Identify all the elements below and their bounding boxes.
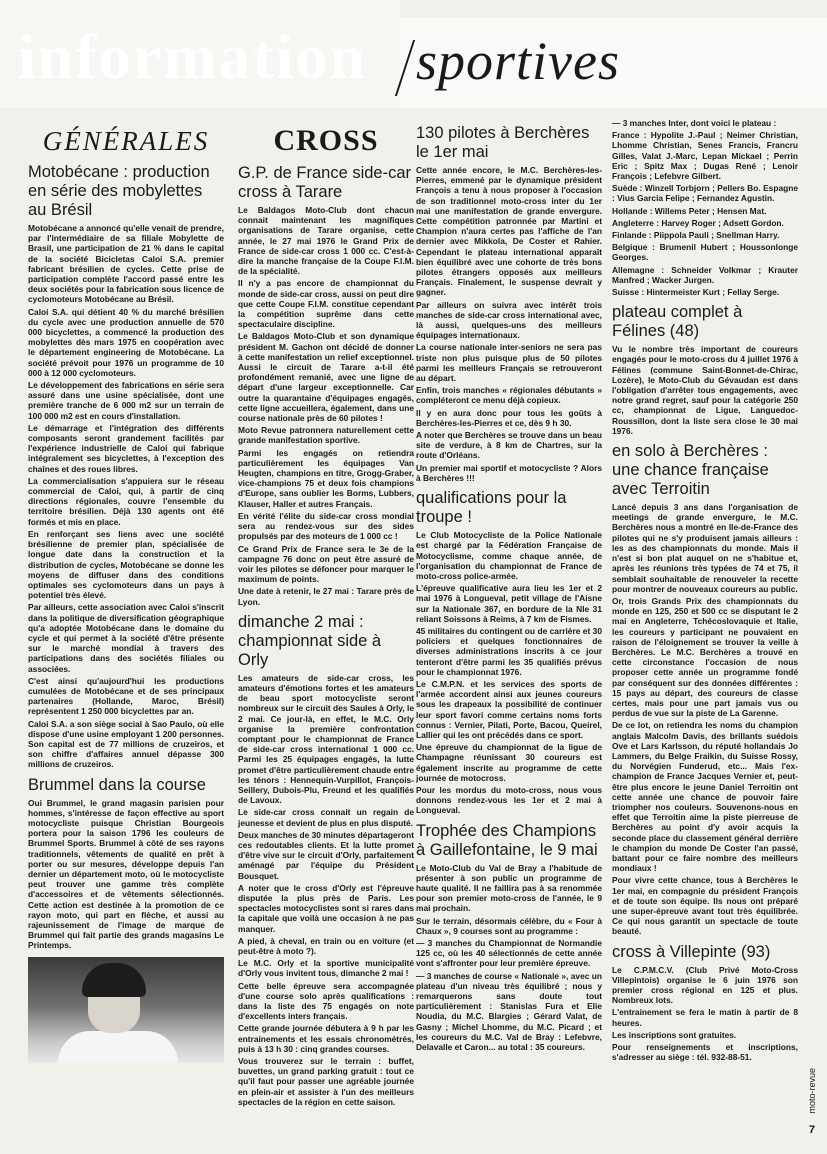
article-title-brummel: Brummel dans la course	[28, 775, 206, 794]
paragraph: 45 militaires du contingent ou de carrière et 30 policiers et quelques fonctionnaires de diverses administrations inscrits à ce jour tenteront d'être parmi les 35 qualifiés prévus pour le championnat 1976.	[416, 625, 602, 677]
article-title-gaillefontaine: Trophée des Champions à Gaillefontaine, le 9 mai	[416, 821, 598, 859]
article-title-tarare: G.P. de France side-car cross à Tarare	[238, 164, 412, 201]
paragraph: C'est ainsi qu'aujourd'hui les productions cumulées de Motobécane et de ses principaux partenaires (Hollande, Maroc, Brésil) représentent 1 250 000 bicyclettes par an.	[28, 675, 224, 717]
masthead-ghost-title: information	[18, 21, 368, 92]
paragraph: Allemagne : Schneider Volkmar ; Krauter Manfred ; Wacker Jurgen.	[612, 264, 798, 285]
paragraph: France : Hypolite J.-Paul ; Neimer Christian, Lhomme Christian, Senes Francis, Francru Gilles, Valat J.-Marc, Lepan Mickael ; Perrin Eric ; Spitz Max ; Dugas René ; Lenoir François ; Lefebvre Gilbert.	[612, 130, 798, 182]
column-cross	[238, 118, 414, 1109]
paragraph: Pour renseignements et inscriptions, s'adresser au siège : tél. 932-88-51.	[612, 1042, 798, 1063]
paragraph: L'épreuve qualificative aura lieu les 1er et 2 mai 1976 à Longueval, petit village de l'Aisne sur la Nationale 367, en bordure de la Nle 31 reliant Soissons à Reims, à 7 km de Fismes.	[416, 583, 602, 624]
paragraph: — 3 manches Inter, dont voici le plateau :	[612, 118, 777, 128]
paragraph: Le C.P.M.C.V. (Club Privé Moto-Cross Villepintois) organise le 6 juin 1976 son premier cross régional en 125 et plus. Nombreux lots.	[612, 964, 798, 1006]
paragraph: En vérité l'élite du side-car cross mondial sera au rendez-vous sur des sides propulsés par des moteurs de 1 000 cc !	[238, 510, 414, 542]
masthead-title: sportives	[416, 31, 620, 91]
paragraph: — 3 manches de course « Nationale », avec un plateau d'un niveau très équilibré ; nous y remarquerons sans doute tout particulièrement : Stanislas Fura et Elie Noudia, du M.C. Blargies ; Gérard Valat, de Gasny ; Michel Lhomme, du M.C. Picard ; et les coureurs du M.C. Val de Bray : Lefebvre, Delavalle et Caron... au total : 35 coureurs.	[416, 970, 602, 1053]
article-title-motobecane: Motobécane : production en série des mobylettes au Brésil	[28, 163, 210, 219]
paragraph: Le Baldagos Moto-Club dont chacun connait maintenant les magnifiques organisations de Tarare organise, cette année, le 27 mai 1976 le Grand Prix de France de side-car cross 1 000 cc. C'est-à-dire la manche française de la Coupe F.I.M. de la spécialité.	[238, 205, 414, 277]
masthead-band	[0, 0, 400, 108]
magazine-name-vertical: moto-revue	[807, 1068, 817, 1114]
paragraph: Cette belle épreuve sera accompagnée d'une course solo après qualifications : dans la liste des 75 engagés on note d'excellents inters français.	[238, 980, 414, 1022]
paragraph: Belgique : Brumenil Hubert ; Houssonlonge Georges.	[612, 242, 798, 263]
paragraph: Il n'y a pas encore de championnat du monde de side-car cross, aussi on peut dire que cette Coupe F.I.M. constitue cependant la compétition suprême dans cette spectaculaire discipline.	[238, 278, 414, 330]
article-body-orly	[238, 673, 414, 1107]
paragraph: Un premier mai sportif et motocycliste ? Alors à Berchères !!!	[416, 462, 602, 483]
paragraph: Deux manches de 30 minutes départageront ces redoutables clients. Et la lutte promet d'être vive sur le circuit d'Orly, parfaitement aménagé par l'équipe du Président Bousquet.	[238, 829, 414, 881]
paragraph: Parmi les engagés on retiendra particulièrement les équipages Van Heugten, champions en titre, Grogg-Graber, vice-champions 75 et deux fois champions d'Europe, sans oublier les Borms, Lubbers, Klauser, Haller et autres Français.	[238, 447, 414, 509]
paragraph: Caloi S.A. a son siège social à Sao Paulo, où elle dispose d'une usine employant 1 200 personnes. Son capital est de 77 millions de cruzeiros, et son chiffre d'affaires annuel dépasse 300 millions de cruzeiros.	[28, 718, 224, 770]
paragraph: L'entrainement se fera le matin à partir de 8 heures.	[612, 1007, 798, 1028]
paragraph: Le Club Motocycliste de la Police Nationale est chargé par la Fédération Française de Motocyclisme, comme chaque année, de l'organisation du championnat de France de moto-cross police-armée.	[416, 530, 602, 581]
paragraph: A noter que le cross d'Orly est l'épreuve disputée la plus près de Paris. Les spectacles motocyclistes sont si rares dans la capitale que voilà une occasion à ne pas manquer.	[238, 882, 414, 934]
column-generales	[28, 118, 224, 1063]
article-body-gaillefontaine	[416, 863, 602, 1053]
article-title-felines: plateau complet à Félines (48)	[612, 303, 743, 341]
article-body-villepinte	[612, 965, 798, 1063]
rider-photo	[28, 957, 224, 1063]
paragraph: Le Moto-Club du Val de Bray a l'habitude de présenter à son public un programme de haute qualité. Il ne faillira pas à sa renommée pour son premier moto-cross de l'année, le 9 mai prochain.	[416, 862, 602, 914]
paragraph: A pied, à cheval, en train ou en voiture (et peut-être à moto ?).	[238, 935, 414, 956]
paragraph: Caloi S.A. qui détient 40 % du marché brésilien du cycle avec une production annuelle de 570 000 bicyclettes, a commencé la production des mobylettes dès mars 1975 en coopération avec le département engineering de Motobécane. La société prévoit pour 1976 un programme de 10 000 à 12 000 cyclomoteurs.	[28, 306, 224, 378]
article-title-terroitin: en solo à Berchères : une chance française avec Terroitin	[612, 442, 769, 499]
paragraph: Or, trois Grands Prix des championnats du monde en 125, 250 et 500 cc se disputant le 2 mai en Angleterre, Tchécoslovaquie et Italie, les coureurs y participant ne pouvaient en raison de l'éloignement se trouver la veille à Berchères. Le M.C. Berchères a trouvé en cette circonstance l'occasion de nous proposer cette année un programme fondé par conséquent sur des données différentes : 15 pays au départ, des coureurs de classe certes, mais pour une part jamais vus ou perdus de vue sur la piste de La Garenne.	[612, 595, 798, 719]
paragraph: Cette année encore, le M.C. Berchères-les-Pierres, emmené par le dynamique président François a tenu à nous proposer à l'occasion de son traditionnel moto-cross inter du 1er mai une manifestation de grande envergure. Cette compétition patronnée par Martini et Champion n'aura certes pas l'affiche de l'an dernier avec Mikkola, De Coster et Rahier. Cependant le plateau international apparaît bien équilibré avec une cohorte de très bons pilotes étrangers opposés aux meilleurs Français. Finalement, le suspense devrait y gagner.	[416, 165, 602, 298]
article-body-motobecane	[28, 223, 224, 770]
paragraph: Enfin, trois manches « régionales débutants » compléteront ce menu déjà copieux.	[416, 385, 602, 406]
section-heading-cross: CROSS	[273, 124, 379, 157]
paragraph: Les amateurs de side-car cross, les amateurs d'émotions fortes et les amateurs de beau sport motocycliste seront nombreux sur le circuit des Saules à Orly, le 2 mai. Ce jour-là, en effet, le M.C. Orly organise la première confrontation comptant pour le championnat de France de side-car cross international 1 000 cc. Parmi les 25 équipages engagés, la lutte promet d'être particulièrement chaude entre les ténors : Hennequin-Vurpillot, François-Seillery, Dubois-Plu, Freund et les qualifiés de Lavoux.	[238, 672, 414, 806]
paragraph: Par ailleurs, cette association avec Caloi s'inscrit dans la politique de diversification géographique qu'a adoptée Motobécane dans le domaine du cycle et qui permet à la société d'être présente sur le marché mondial à travers des participations dans des sociétés filiales ou associées.	[28, 602, 224, 674]
article-body-tarare	[238, 205, 414, 607]
paragraph: Suisse : Hintermeister Kurt ; Fellay Serge.	[612, 287, 780, 298]
paragraph: Par ailleurs on suivra avec intérêt trois manches de side-car cross international avec, là aussi, quelques-uns des meilleurs équipages internationaux.	[416, 299, 602, 341]
paragraph: En renforçant ses liens avec une société brésilienne de premier plan, spécialisée de longue date dans la construction et la distribution de cycles, Motobécane se donne les moyens de diffuser dans des conditions optimales ses cyclomoteurs dans un pays à potentiel très élevé.	[28, 528, 224, 601]
paragraph: Le Baldagos Moto-Club et son dynamique président M. Gachon ont décidé de donner à cette manifestation un relief exceptionnel. Aussi le circuit de Tarare a-t-il été profondément remanié, avec une ligne de départ d'une largeur exceptionnelle. Car outre la quarantaine d'équipages engagés, cette ligne accueillera, également, dans une course nationale près de 60 pilotes !	[238, 331, 414, 424]
article-body-terroitin	[612, 502, 798, 937]
column-3	[416, 118, 602, 1054]
paragraph: Motobécane a annoncé qu'elle venait de prendre, par l'intermédiaire de sa filiale Mobylette de Brasil, une participation de 21 % dans le capital de la société Bicicletas Caloi S.A. premier fabricant brésilien de cycles. Cette prise de participation complète l'accord passé entre les deux sociétés pour la fabrication sous licence de cyclomoteurs Motobécane au Brésil.	[28, 223, 224, 305]
article-title-orly: dimanche 2 mai : championnat side à Orly	[238, 612, 382, 669]
paragraph: Oui Brummel, le grand magasin parisien pour hommes, s'intéresse de façon effective au sport motocycliste puisque Christian Bourgeois portera pour la saison 1796 les couleurs de Brummel Sports. Brummel à côté de ses rayons traditionnels, vêtements de qualité en prêt à porter ou sur mesures, développe depuis l'an dernier un département moto, où le motocycliste peut trouver une gamme très complète d'accessoires et de vêtements sélectionnés. Cette action est destinée à la promotion de ce rayon moto, qui part en flèche, et aussi au rajeunissement de l'image de marque de Brummel qui fait partie des grands magasins Le Printemps.	[28, 797, 224, 951]
article-title-qualifications: qualifications pour la troupe !	[416, 489, 567, 527]
paragraph: Angleterre : Harvey Roger ; Adsett Gordon.	[612, 217, 784, 228]
paragraph: Une épreuve du championnat de la ligue de Champagne réunissant 30 coureurs est également inscrite au programme de cette journée de motocross.	[416, 742, 602, 783]
paragraph: Ce Grand Prix de France sera le 3e de la campagne 76 donc on peut être assuré de voir les pilotes se défoncer pour marquer le maximum de points.	[238, 543, 414, 585]
paragraph: Finlande : Piippola Pauli ; Snellman Harry.	[612, 230, 780, 241]
paragraph: Il y en aura donc pour tous les goûts à Berchères-les-Pierres et ce, dès 9 h 30.	[416, 407, 602, 428]
photo-hair	[82, 963, 146, 997]
column-4	[612, 118, 798, 1064]
article-body-plateau-inter	[612, 118, 798, 297]
paragraph: Cette grande journée débutera à 9 h par les entrainements et les essais chronométrés, puis à 13 h 30 : cinq grandes courses.	[238, 1023, 414, 1054]
paragraph: Lancé depuis 3 ans dans l'organisation de meetings de grande envergure, le M.C. Berchères nous a montré en Ile-de-France des pilotes qui ne s'y produisent jamais ailleurs : les as des championnats du monde. Mais il n'est si bon plat auquel on ne s'habitue et, après les réunions très typées de 74 et 75, il semblait souhaitable de renouveler la recette pour montrer de nouveaux coureurs au public.	[612, 502, 798, 594]
article-title-villepinte: cross à Villepinte (93)	[612, 942, 771, 961]
paragraph: Vu le nombre très important de coureurs engagés pour le moto-cross du 4 juillet 1976 à Félines (commune Saint-Bonnet-de-Chirac, Lozère), le Moto-Club du Gévaudan est dans l'obligation d'arrêter tous engagements, avec notre grand regret, sauf pour la catégorie 250 cc, championnat de Ligue, Languedoc-Roussillon, dont la liste sera close le 30 mai 1976.	[612, 344, 798, 436]
article-body-felines	[612, 344, 798, 436]
paragraph: Le M.C. Orly et la sportive municipalité d'Orly vous invitent tous, dimanche 2 mai !	[238, 958, 414, 979]
paragraph: Le C.M.P.N. et les services des sports de l'armée accordent ainsi aux jeunes coureurs sous les drapeaux la possibilité de continuer leur sport favori comme certains noms forts connus : Vernier, Pilati, Porte, Bacou, Queirel, Lallier qui les ont précédés dans ce sport.	[416, 678, 602, 740]
page-number: 7	[808, 1124, 815, 1136]
paragraph: Une date à retenir, le 27 mai : Tarare près de Lyon.	[238, 586, 414, 607]
paragraph: A noter que Berchères se trouve dans un beau site de verdure, à 8 km de Chartres, sur la route d'Orléans.	[416, 430, 602, 461]
paragraph: Le développement des fabrications en série sera assuré dans une usine spécialisée, dont une première tranche de 6 000 m2 sur un terrain de 100 000 m2 est en cours d'installation.	[28, 380, 224, 421]
masthead	[0, 0, 827, 112]
article-body-brummel	[28, 798, 224, 951]
paragraph: Les inscriptions sont gratuites.	[612, 1029, 737, 1040]
paragraph: Moto Revue patronnera naturellement cette grande manifestation sportive.	[238, 425, 414, 446]
paragraph: De ce lot, on retiendra les noms du champion anglais Malcolm Davis, des brillants suédois Ove et Lars Karlsson, du réputé hollandais Jo Lammers, du Belge Fraikin, du Suisse Rossy, du Norvégien Funderud, etc... Mais l'ex-champion de France Jacques Vernier et, peut-être plus encore le jeune Daniel Terroitin ont cette année une chance de pouvoir faire triompher nos couleurs. Souvenons-nous en effet que Terroitin aime la piste pierreuse de Berchères au point d'y avoir acquis la seconde place du classement général derrière le champion du monde De Coster l'an passé, battant pour ce faire nombre des meilleurs mondiaux !	[612, 720, 798, 874]
paragraph: Sur le terrain, désormais célèbre, du « Four à Chaux », 9 courses sont au programme :	[416, 915, 602, 936]
paragraph: Le démarrage et l'intégration des différents composants seront grandement facilités par l'expérience industrielle de Caloi qui fabrique intégralement ses bicyclettes, à l'exception des chaînes et des roues libres.	[28, 422, 224, 474]
paragraph: Hollande : Willems Peter ; Hensen Mat.	[612, 205, 767, 216]
paragraph: La commercialisation s'appuiera sur le réseau commercial de Caloi, qui, à partir de cinq directions régionales, couvre l'ensemble du territoire brésilien. Déjà 130 agents ont été formés et mis en place.	[28, 475, 224, 527]
paragraph: La course nationale inter-seniors ne sera pas triste non plus puisque plus de 50 pilotes parmi les meilleurs Français se retrouveront au départ.	[416, 342, 602, 384]
paragraph: Le side-car cross connait un regain de jeunesse et devient de plus en plus disputé.	[238, 807, 414, 828]
section-heading-generales: GÉNÉRALES	[42, 126, 210, 156]
paragraph: Suède : Winzell Torbjorn ; Pellers Bo. Espagne : Vius Garcia Felipe ; Fernandez Agustin.	[612, 183, 798, 204]
article-title-bercheres-130: 130 pilotes à Berchères le 1er mai	[416, 124, 590, 161]
article-body-qualifications	[416, 530, 602, 815]
photo-shirt	[58, 1031, 178, 1063]
paragraph: Pour vivre cette chance, tous à Berchères le 1er mai, en compagnie du président François et de toute son équipe. Ils nous ont préparé une super-épreuve avant tout très équilibrée. Ce qui nous garantit un spectacle de toute beauté.	[612, 875, 798, 937]
paragraph: Pour les mordus du moto-cross, nous vous donnons rendez-vous les 1er et 2 mai à Longueval.	[416, 784, 602, 816]
paragraph: Vous trouverez sur le terrain : buffet, buvettes, un grand parking gratuit : tout ce qu'il faut pour passer une agréable journée en plein-air et assister à l'un des meilleurs spectacles de la région en cette saison.	[238, 1056, 414, 1107]
paragraph: — 3 manches du Championnat de Normandie 125 cc, où les 40 sélectionnés de cette année vont s'affronter pour leur première épreuve.	[416, 938, 602, 969]
article-body-bercheres-130	[416, 165, 602, 483]
